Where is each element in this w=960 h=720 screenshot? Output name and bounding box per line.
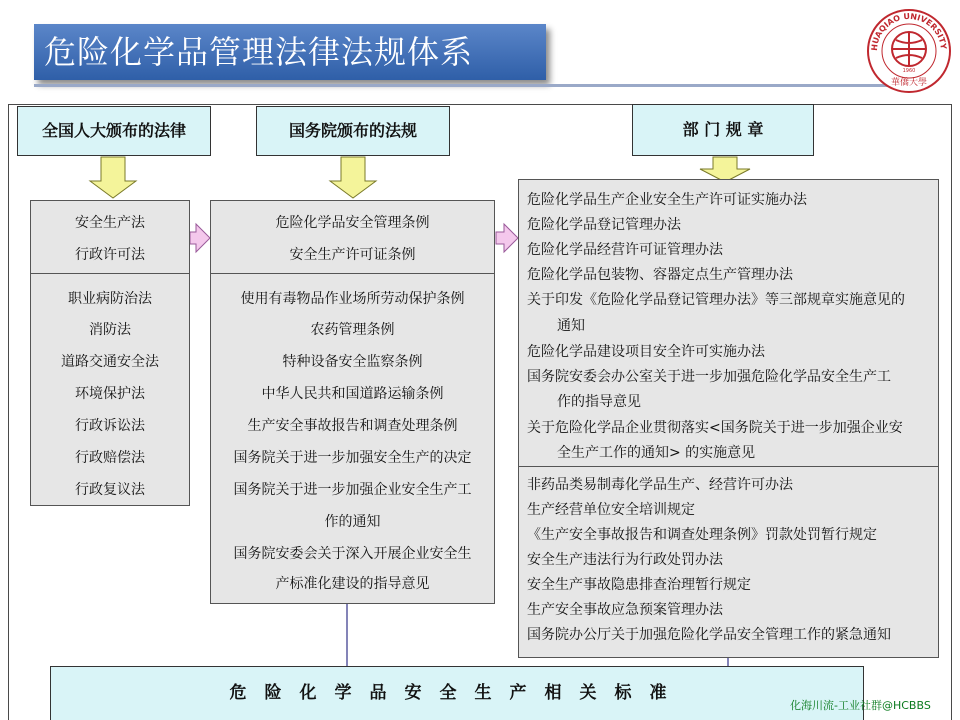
right-arrow: [496, 224, 518, 252]
logo-ring-text: HUAQIAO UNIVERSITY: [869, 11, 949, 52]
divider: [31, 273, 189, 274]
list-item: 职业病防治法: [68, 291, 152, 307]
logo-seal-text: 華僑大學: [890, 78, 928, 88]
list-item: 生产安全事故应急预案管理办法: [527, 602, 723, 618]
down-arrow: [90, 157, 136, 198]
list-item: 通知: [557, 318, 585, 334]
list-item: 行政赔偿法: [75, 450, 145, 466]
list-item: 危险化学品生产企业安全生产许可证实施办法: [527, 192, 807, 208]
list-item: 非药品类易制毒化学品生产、经营许可办法: [527, 477, 793, 493]
standards-title: 危险化学品安全生产相关标准: [229, 683, 685, 703]
list-item: 关于印发《危险化学品登记管理办法》等三部规章实施意见的: [527, 292, 905, 308]
list-item: 安全生产事故隐患排查治理暂行规定: [527, 577, 751, 593]
header-laws: 全国人大颁布的法律: [17, 106, 211, 156]
list-item: 行政诉讼法: [75, 418, 145, 434]
list-item: 生产安全事故报告和调查处理条例: [247, 418, 458, 434]
list-item: 农药管理条例: [310, 322, 395, 338]
list-item: 国务院安委会办公室关于进一步加强危险化学品安全生产工: [527, 369, 891, 385]
regulations-box: [210, 200, 495, 604]
list-item: 危险化学品安全管理条例: [275, 215, 430, 231]
logo-year: 1960: [902, 68, 916, 74]
standards-banner: [50, 666, 864, 720]
list-item: 国务院关于进一步加强企业安全生产工: [233, 482, 472, 498]
list-item: 作的指导意见: [557, 394, 641, 410]
list-item: 危险化学品建设项目安全许可实施办法: [527, 344, 765, 360]
rules-box: [518, 179, 939, 658]
list-item: 《生产安全事故报告和调查处理条例》罚款处罚暂行规定: [527, 527, 877, 543]
list-item: 特种设备安全监察条例: [282, 354, 423, 370]
list-item: 产标准化建设的指导意见: [275, 576, 430, 592]
list-item: 行政许可法: [75, 247, 145, 263]
down-arrow: [330, 157, 376, 198]
list-item: 道路交通安全法: [61, 354, 159, 370]
list-item: 行政复议法: [75, 482, 145, 498]
list-item: 国务院关于进一步加强安全生产的决定: [233, 450, 472, 466]
list-item: 危险化学品登记管理办法: [527, 217, 681, 233]
list-item: 国务院安委会关于深入开展企业安全生: [233, 546, 472, 562]
list-item: 生产经营单位安全培训规定: [527, 502, 695, 518]
list-item: 国务院办公厅关于加强危险化学品安全管理工作的紧急通知: [527, 627, 891, 643]
list-item: 危险化学品经营许可证管理办法: [527, 242, 723, 258]
divider: [519, 466, 938, 467]
list-item: 使用有毒物品作业场所劳动保护条例: [240, 291, 465, 307]
watermark: 化海川流-工业社群@HCBBS: [790, 699, 931, 712]
list-item: 安全生产违法行为行政处罚办法: [527, 552, 723, 568]
list-item: 全生产工作的通知> 的实施意见: [557, 445, 756, 461]
header-regulations: 国务院颁布的法规: [256, 106, 450, 156]
list-item: 危险化学品包装物、容器定点生产管理办法: [527, 267, 793, 283]
divider: [211, 273, 494, 274]
page-title: 危险化学品管理法律法规体系: [34, 24, 546, 80]
right-arrow: [190, 224, 210, 252]
list-item: 消防法: [89, 322, 131, 338]
list-item: 关于危险化学品企业贯彻落实<国务院关于进一步加强企业安: [527, 420, 903, 436]
list-item: 中华人民共和国道路运输条例: [261, 386, 444, 402]
list-item: 安全生产法: [75, 215, 145, 231]
list-item: 环境保护法: [75, 386, 145, 402]
list-item: 安全生产许可证条例: [289, 247, 416, 263]
header-rules: 部 门 规 章: [632, 104, 814, 156]
laws-box: [30, 200, 190, 506]
list-item: 作的通知: [324, 514, 381, 530]
